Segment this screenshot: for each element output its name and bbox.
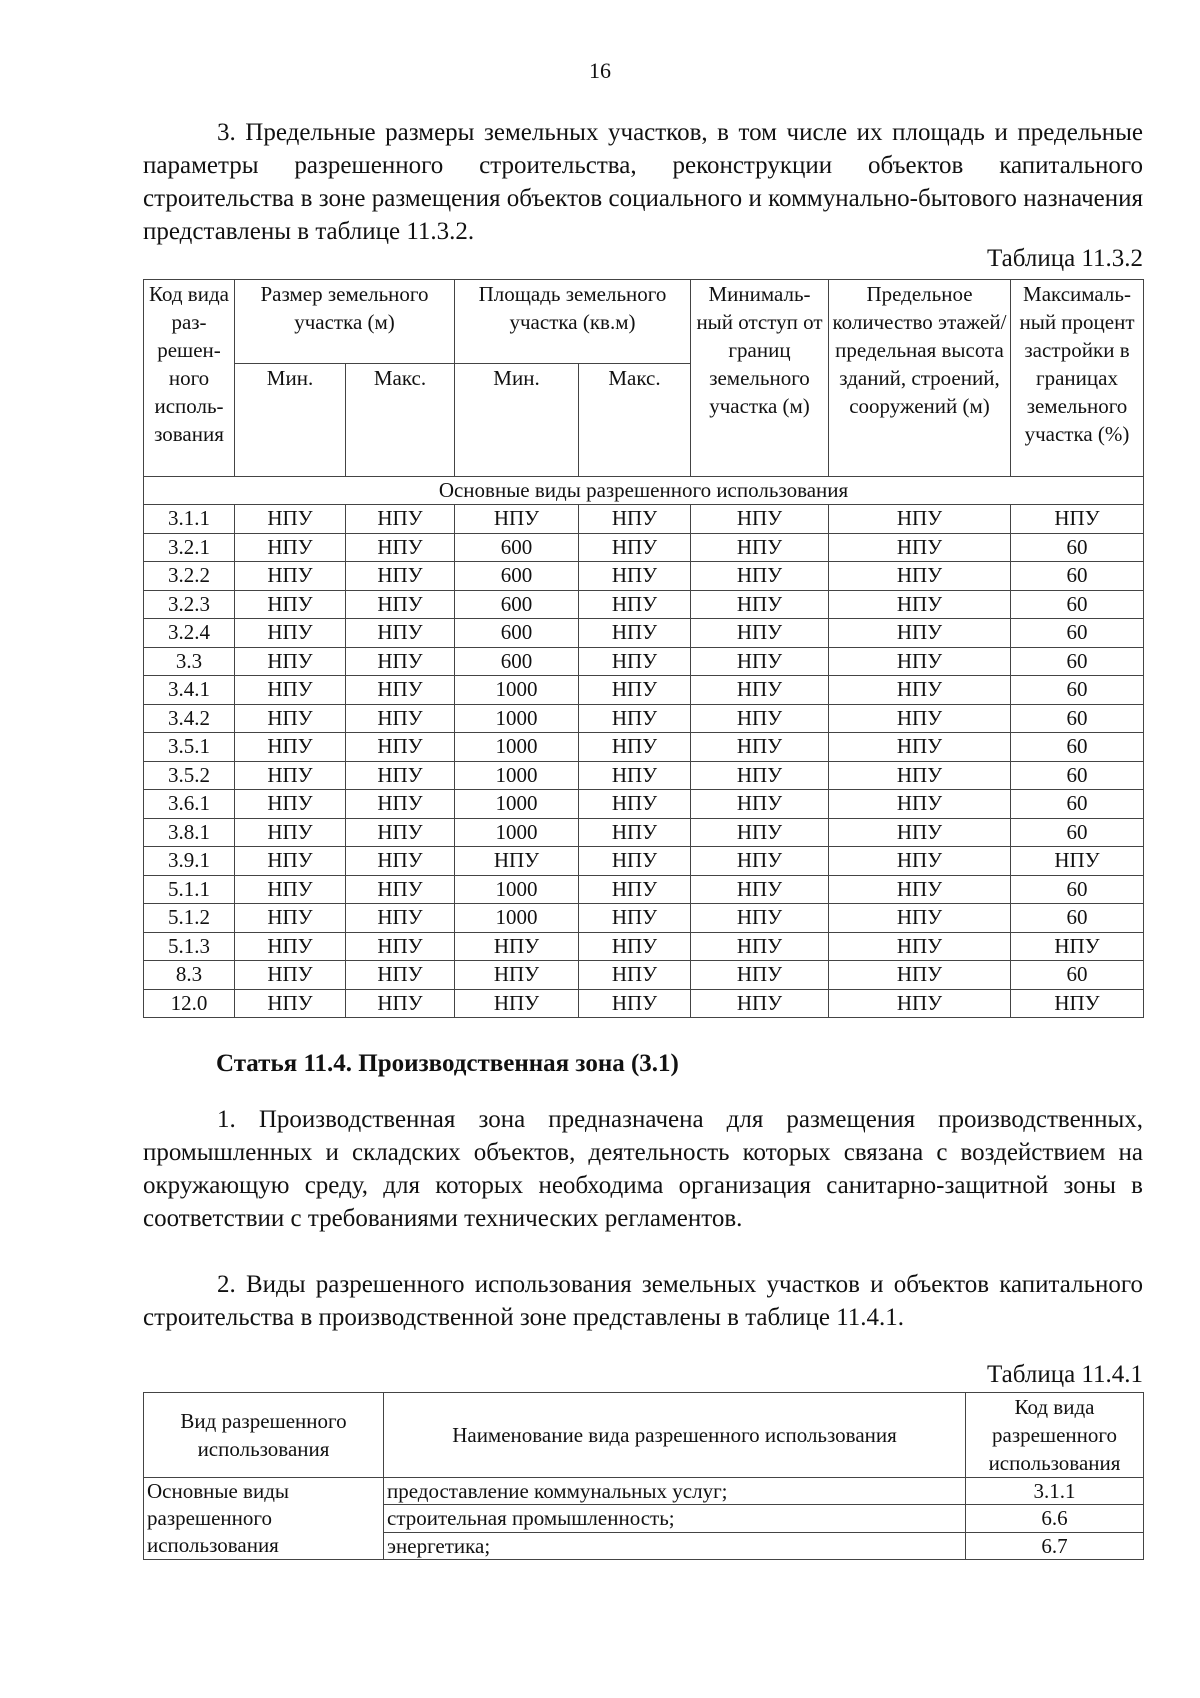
value-cell: 600 bbox=[455, 533, 579, 562]
value-cell: 600 bbox=[455, 619, 579, 648]
value-cell: НПУ bbox=[346, 989, 455, 1018]
value-cell: НПУ bbox=[579, 932, 691, 961]
table-row bbox=[144, 704, 1144, 733]
value-cell: НПУ bbox=[346, 761, 455, 790]
table-row bbox=[144, 533, 1144, 562]
header-kind: Вид разрешенного использования bbox=[144, 1393, 384, 1478]
value-cell: 60 bbox=[1011, 818, 1144, 847]
value-cell: НПУ bbox=[829, 904, 1011, 933]
value-cell: НПУ bbox=[691, 904, 829, 933]
code-cell: 12.0 bbox=[144, 989, 235, 1018]
header-size-min: Мин. bbox=[235, 364, 346, 477]
value-cell: НПУ bbox=[346, 647, 455, 676]
code-cell: 3.2.3 bbox=[144, 590, 235, 619]
value-cell: НПУ bbox=[235, 847, 346, 876]
value-cell: НПУ bbox=[346, 619, 455, 648]
use-name-cell: предоставление коммунальных услуг; bbox=[384, 1478, 966, 1505]
table-row bbox=[144, 818, 1144, 847]
value-cell: НПУ bbox=[235, 733, 346, 762]
code-cell: 3.5.2 bbox=[144, 761, 235, 790]
value-cell: НПУ bbox=[346, 875, 455, 904]
value-cell: НПУ bbox=[579, 961, 691, 990]
use-name-cell: энергетика; bbox=[384, 1532, 966, 1559]
value-cell: НПУ bbox=[829, 847, 1011, 876]
use-code-cell: 6.6 bbox=[966, 1505, 1144, 1532]
table-row bbox=[144, 647, 1144, 676]
page-number: 16 bbox=[589, 58, 611, 83]
value-cell: НПУ bbox=[579, 818, 691, 847]
code-cell: 3.2.2 bbox=[144, 562, 235, 591]
value-cell: 1000 bbox=[455, 704, 579, 733]
value-cell: НПУ bbox=[829, 989, 1011, 1018]
value-cell: НПУ bbox=[579, 704, 691, 733]
value-cell: НПУ bbox=[691, 619, 829, 648]
value-cell: НПУ bbox=[579, 647, 691, 676]
value-cell: НПУ bbox=[235, 647, 346, 676]
value-cell: НПУ bbox=[829, 533, 1011, 562]
header-size-max: Макс. bbox=[346, 364, 455, 477]
code-cell: 3.4.2 bbox=[144, 704, 235, 733]
value-cell: НПУ bbox=[829, 733, 1011, 762]
value-cell: НПУ bbox=[346, 961, 455, 990]
value-cell: НПУ bbox=[691, 847, 829, 876]
use-code-cell: 6.7 bbox=[966, 1532, 1144, 1559]
code-cell: 3.5.1 bbox=[144, 733, 235, 762]
table-row bbox=[144, 761, 1144, 790]
permitted-use-table bbox=[143, 1392, 1144, 1560]
value-cell: НПУ bbox=[346, 818, 455, 847]
value-cell: НПУ bbox=[579, 761, 691, 790]
value-cell: НПУ bbox=[691, 704, 829, 733]
value-cell: 60 bbox=[1011, 761, 1144, 790]
header-area: Площадь земельного участка (кв.м) bbox=[455, 280, 691, 364]
value-cell: 1000 bbox=[455, 904, 579, 933]
table-caption: Таблица 11.4.1 bbox=[987, 1361, 1143, 1388]
table-row bbox=[144, 1478, 1144, 1505]
value-cell: НПУ bbox=[691, 790, 829, 819]
value-cell: НПУ bbox=[235, 904, 346, 933]
value-cell: 60 bbox=[1011, 875, 1144, 904]
value-cell: НПУ bbox=[829, 875, 1011, 904]
value-cell: НПУ bbox=[579, 562, 691, 591]
value-cell: НПУ bbox=[579, 847, 691, 876]
header-size: Размер земельного участка (м) bbox=[235, 280, 455, 364]
value-cell: НПУ bbox=[235, 875, 346, 904]
value-cell: 60 bbox=[1011, 961, 1144, 990]
value-cell: НПУ bbox=[691, 818, 829, 847]
value-cell: НПУ bbox=[235, 562, 346, 591]
table-row bbox=[144, 875, 1144, 904]
value-cell: НПУ bbox=[579, 533, 691, 562]
value-cell: 60 bbox=[1011, 590, 1144, 619]
code-cell: 5.1.2 bbox=[144, 904, 235, 933]
value-cell: НПУ bbox=[1011, 989, 1144, 1018]
value-cell: 1000 bbox=[455, 761, 579, 790]
value-cell: НПУ bbox=[346, 533, 455, 562]
category-cell: Основные виды разрешенного использования bbox=[144, 1478, 384, 1560]
value-cell: 60 bbox=[1011, 790, 1144, 819]
header-code: Код вида раз-решен-ного исполь-зования bbox=[144, 280, 235, 477]
value-cell: НПУ bbox=[691, 533, 829, 562]
value-cell: НПУ bbox=[235, 761, 346, 790]
value-cell: НПУ bbox=[691, 875, 829, 904]
value-cell: НПУ bbox=[455, 505, 579, 534]
value-cell: 60 bbox=[1011, 647, 1144, 676]
header-name: Наименование вида разрешенного использования bbox=[384, 1393, 966, 1478]
paragraph-zone-purpose bbox=[143, 1103, 1143, 1235]
code-cell: 5.1.1 bbox=[144, 875, 235, 904]
value-cell: НПУ bbox=[691, 761, 829, 790]
header-area-min: Мин. bbox=[455, 364, 579, 477]
value-cell: НПУ bbox=[829, 590, 1011, 619]
value-cell: НПУ bbox=[346, 590, 455, 619]
use-name-cell: строительная промышленность; bbox=[384, 1505, 966, 1532]
value-cell: НПУ bbox=[691, 733, 829, 762]
table-row bbox=[144, 505, 1144, 534]
value-cell: НПУ bbox=[829, 961, 1011, 990]
value-cell: 600 bbox=[455, 562, 579, 591]
value-cell: НПУ bbox=[346, 790, 455, 819]
table-caption: Таблица 11.3.2 bbox=[987, 245, 1143, 272]
value-cell: НПУ bbox=[1011, 847, 1144, 876]
table-row bbox=[144, 590, 1144, 619]
value-cell: 1000 bbox=[455, 818, 579, 847]
value-cell: НПУ bbox=[235, 619, 346, 648]
value-cell: НПУ bbox=[235, 505, 346, 534]
value-cell: НПУ bbox=[829, 818, 1011, 847]
value-cell: НПУ bbox=[235, 818, 346, 847]
article-heading: Статья 11.4. Производственная зона (3.1) bbox=[216, 1050, 679, 1077]
header-area-max: Макс. bbox=[579, 364, 691, 477]
value-cell: НПУ bbox=[579, 505, 691, 534]
code-cell: 3.3 bbox=[144, 647, 235, 676]
table-row bbox=[144, 847, 1144, 876]
value-cell: НПУ bbox=[579, 989, 691, 1018]
table-row bbox=[144, 961, 1144, 990]
value-cell: 1000 bbox=[455, 733, 579, 762]
value-cell: 1000 bbox=[455, 790, 579, 819]
value-cell: НПУ bbox=[346, 733, 455, 762]
value-cell: НПУ bbox=[346, 932, 455, 961]
code-cell: 8.3 bbox=[144, 961, 235, 990]
value-cell: 60 bbox=[1011, 619, 1144, 648]
value-cell: НПУ bbox=[829, 676, 1011, 705]
value-cell: НПУ bbox=[579, 904, 691, 933]
value-cell: НПУ bbox=[346, 562, 455, 591]
header-coverage: Максималь-ный процент застройки в границах земельного участка (%) bbox=[1011, 280, 1144, 477]
paragraph-table-intro bbox=[143, 116, 1143, 248]
table-row bbox=[144, 733, 1144, 762]
value-cell: НПУ bbox=[346, 676, 455, 705]
value-cell: 60 bbox=[1011, 904, 1144, 933]
code-cell: 3.4.1 bbox=[144, 676, 235, 705]
value-cell: НПУ bbox=[691, 676, 829, 705]
value-cell: НПУ bbox=[455, 932, 579, 961]
value-cell: 60 bbox=[1011, 676, 1144, 705]
table-row bbox=[144, 562, 1144, 591]
value-cell: НПУ bbox=[346, 704, 455, 733]
value-cell: НПУ bbox=[829, 562, 1011, 591]
value-cell: НПУ bbox=[691, 932, 829, 961]
value-cell: НПУ bbox=[579, 790, 691, 819]
value-cell: НПУ bbox=[691, 647, 829, 676]
value-cell: НПУ bbox=[235, 676, 346, 705]
value-cell: НПУ bbox=[579, 590, 691, 619]
value-cell: НПУ bbox=[455, 961, 579, 990]
value-cell: НПУ bbox=[829, 790, 1011, 819]
value-cell: НПУ bbox=[829, 704, 1011, 733]
table-row bbox=[144, 619, 1144, 648]
value-cell: НПУ bbox=[1011, 932, 1144, 961]
value-cell: НПУ bbox=[235, 590, 346, 619]
value-cell: НПУ bbox=[691, 505, 829, 534]
code-cell: 3.9.1 bbox=[144, 847, 235, 876]
value-cell: НПУ bbox=[691, 989, 829, 1018]
paragraph-text: 2. Виды разрешенного использования земельных участков и объектов капитального строительства в производственной зоне представлены в таблице 11.4.1. bbox=[143, 1271, 1143, 1331]
value-cell: НПУ bbox=[829, 619, 1011, 648]
value-cell: НПУ bbox=[235, 704, 346, 733]
value-cell: НПУ bbox=[579, 619, 691, 648]
value-cell: НПУ bbox=[346, 847, 455, 876]
value-cell: НПУ bbox=[829, 647, 1011, 676]
table-row bbox=[144, 904, 1144, 933]
code-cell: 5.1.3 bbox=[144, 932, 235, 961]
value-cell: НПУ bbox=[691, 590, 829, 619]
value-cell: НПУ bbox=[579, 676, 691, 705]
paragraph-text: 3. Предельные размеры земельных участков, в том числе их площадь и предельные параметры разрешенного строительства, реконструкции объектов капитального строительства в зоне размещения объектов социального и коммунально-бытового назначения представлены в таблице 11.3.2. bbox=[143, 119, 1143, 245]
value-cell: НПУ bbox=[829, 761, 1011, 790]
value-cell: НПУ bbox=[1011, 505, 1144, 534]
table-row bbox=[144, 676, 1144, 705]
use-code-cell: 3.1.1 bbox=[966, 1478, 1144, 1505]
value-cell: НПУ bbox=[455, 847, 579, 876]
paragraph-text: 1. Производственная зона предназначена для размещения производственных, промышленных и складских объектов, деятельность которых связана с воздействием на окружающую среду, для которых необходима организация санитарно-защитной зоны в соответствии с требованиями технических регламентов. bbox=[143, 1106, 1143, 1232]
value-cell: НПУ bbox=[346, 505, 455, 534]
header-floors: Предельное количество этажей/ предельная высота зданий, строений, сооружений (м) bbox=[829, 280, 1011, 477]
value-cell: НПУ bbox=[579, 733, 691, 762]
value-cell: НПУ bbox=[829, 505, 1011, 534]
code-cell: 3.1.1 bbox=[144, 505, 235, 534]
value-cell: НПУ bbox=[346, 904, 455, 933]
code-cell: 3.8.1 bbox=[144, 818, 235, 847]
value-cell: НПУ bbox=[235, 989, 346, 1018]
value-cell: НПУ bbox=[235, 533, 346, 562]
code-cell: 3.2.4 bbox=[144, 619, 235, 648]
paragraph-table-ref bbox=[143, 1268, 1143, 1334]
code-cell: 3.6.1 bbox=[144, 790, 235, 819]
value-cell: НПУ bbox=[691, 961, 829, 990]
code-cell: 3.2.1 bbox=[144, 533, 235, 562]
table-row bbox=[144, 989, 1144, 1018]
limits-table bbox=[143, 279, 1144, 1018]
value-cell: 600 bbox=[455, 590, 579, 619]
value-cell: НПУ bbox=[829, 932, 1011, 961]
value-cell: НПУ bbox=[691, 562, 829, 591]
value-cell: 600 bbox=[455, 647, 579, 676]
value-cell: 1000 bbox=[455, 875, 579, 904]
value-cell: НПУ bbox=[455, 989, 579, 1018]
header-code: Код вида разрешенного использования bbox=[966, 1393, 1144, 1478]
value-cell: НПУ bbox=[235, 790, 346, 819]
value-cell: 60 bbox=[1011, 704, 1144, 733]
header-setback: Минималь-ный отступ от границ земельного участка (м) bbox=[691, 280, 829, 477]
value-cell: НПУ bbox=[579, 875, 691, 904]
value-cell: НПУ bbox=[235, 961, 346, 990]
section-title: Основные виды разрешенного использования bbox=[144, 477, 1144, 505]
value-cell: 60 bbox=[1011, 533, 1144, 562]
value-cell: 60 bbox=[1011, 733, 1144, 762]
table-row bbox=[144, 932, 1144, 961]
value-cell: НПУ bbox=[235, 932, 346, 961]
value-cell: 60 bbox=[1011, 562, 1144, 591]
value-cell: 1000 bbox=[455, 676, 579, 705]
table-row bbox=[144, 790, 1144, 819]
